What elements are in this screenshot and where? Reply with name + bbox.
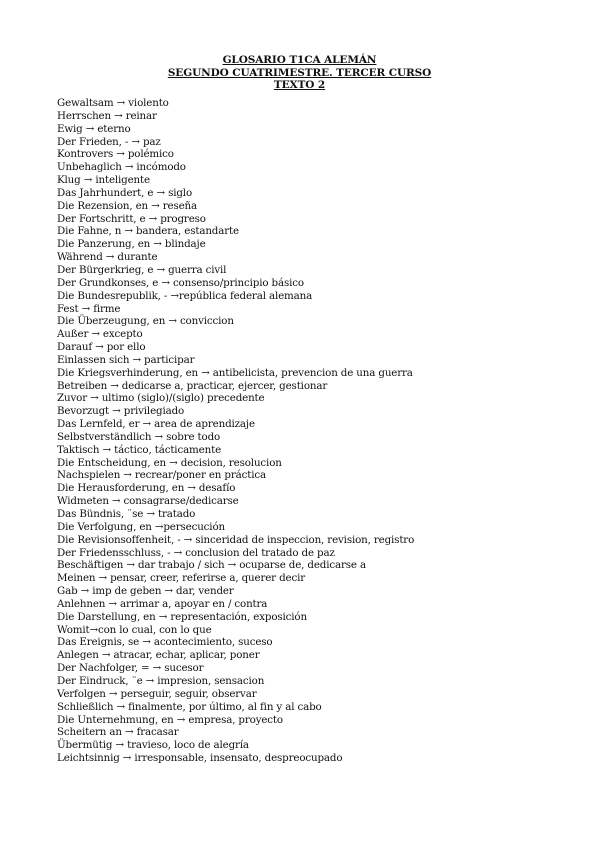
glossary-entry: Die Verfolgung, en →persecución bbox=[57, 520, 225, 533]
glossary-entry: Ewig → eterno bbox=[57, 122, 131, 135]
glossary-entry: Scheitern an → fracasar bbox=[57, 726, 179, 739]
document-header bbox=[0, 54, 599, 92]
glossary-entry: Gab → imp de geben → dar, vender bbox=[57, 585, 234, 598]
glossary-entry: Unbehaglich → incómodo bbox=[57, 161, 186, 174]
glossary-entry: Taktisch → táctico, tácticamente bbox=[57, 443, 222, 456]
glossary-entry: Gewaltsam → violento bbox=[57, 97, 169, 109]
glossary-list bbox=[57, 97, 414, 765]
glossary-entry: Die Entscheidung, en → decision, resolucion bbox=[57, 456, 282, 469]
glossary-entry: Während → durante bbox=[57, 251, 158, 264]
glossary-entry: Die Unternehmung, en → empresa, proyecto bbox=[57, 713, 283, 726]
glossary-entry: Womit→con lo cual, con lo que bbox=[57, 623, 212, 636]
glossary-entry: Der Eindruck, ¨e → impresion, sensacion bbox=[57, 674, 265, 687]
glossary-entry: Übermütig → travieso, loco de alegría bbox=[57, 739, 249, 752]
glossary-entry: Die Herausforderung, en → desafío bbox=[57, 482, 236, 495]
glossary-entry: Der Nachfolger, = → sucesor bbox=[57, 662, 204, 675]
glossary-entry: Bevorzugt → privilegiado bbox=[57, 405, 185, 418]
text-label: TEXTO 2 bbox=[273, 79, 326, 91]
glossary-entry: Betreiben → dedicarse a, practicar, ejercer, gestionar bbox=[57, 379, 328, 392]
glossary-entry: Nachspielen → recrear/poner en práctica bbox=[57, 469, 266, 482]
glossary-entry: Die Rezension, en → reseña bbox=[57, 199, 198, 212]
glossary-entry: Einlassen sich → participar bbox=[57, 353, 195, 366]
glossary-entry: Die Bundesrepublik, - →república federal alemana bbox=[57, 289, 313, 302]
document-subtitle: SEGUNDO CUATRIMESTRE. TERCER CURSO bbox=[167, 66, 432, 79]
glossary-entry: Darauf → por ello bbox=[57, 341, 146, 354]
glossary-entry: Anlegen → atracar, echar, aplicar, poner bbox=[57, 649, 260, 662]
glossary-entry: Das Ereignis, se → acontecimiento, suceso bbox=[57, 636, 273, 649]
glossary-entry: Die Revisionsoffenheit, - → sinceridad de inspeccion, revision, registro bbox=[57, 533, 415, 546]
glossary-entry: Der Friedensschluss, - → conclusion del tratado de paz bbox=[57, 546, 335, 559]
glossary-entry: Zuvor → ultimo (siglo)/(siglo) precedente bbox=[57, 392, 265, 405]
glossary-entry: Der Fortschritt, e → progreso bbox=[57, 212, 206, 225]
glossary-entry: Kontrovers → polémico bbox=[57, 148, 174, 161]
glossary-entry: Herrschen → reinar bbox=[57, 109, 157, 122]
glossary-entry: Fest → firme bbox=[57, 302, 121, 315]
glossary-entry: Die Überzeugung, en → conviccion bbox=[57, 315, 234, 328]
glossary-entry: Verfolgen → perseguir, seguir, observar bbox=[57, 687, 257, 700]
glossary-entry: Schließlich → finalmente, por último, al fin y al cabo bbox=[57, 700, 322, 713]
glossary-entry: Anlehnen → arrimar a, apoyar en / contra bbox=[57, 597, 268, 610]
glossary-entry: Die Darstellung, en → representación, exposición bbox=[57, 610, 307, 623]
document-title: GLOSARIO T1CA ALEMÁN bbox=[222, 54, 377, 66]
glossary-entry: Die Fahne, n → bandera, estandarte bbox=[57, 225, 239, 238]
glossary-entry: Der Frieden, - → paz bbox=[57, 135, 161, 148]
glossary-entry: Die Panzerung, en → blindaje bbox=[57, 238, 206, 251]
glossary-entry: Widmeten → consagrarse/dedicarse bbox=[57, 495, 239, 508]
glossary-entry: Klug → inteligente bbox=[57, 174, 150, 187]
glossary-entry: Das Lernfeld, er → area de aprendizaje bbox=[57, 418, 255, 431]
glossary-entry: Der Bürgerkrieg, e → guerra civil bbox=[57, 263, 227, 276]
glossary-entry: Das Jahrhundert, e → siglo bbox=[57, 186, 192, 199]
glossary-entry: Der Grundkonses, e → consenso/principio básico bbox=[57, 276, 304, 289]
glossary-entry: Außer → excepto bbox=[57, 328, 143, 341]
glossary-entry: Das Bündnis, ¨se → tratado bbox=[57, 508, 196, 520]
glossary-entry: Leichtsinnig → irresponsable, insensato, despreocupado bbox=[57, 752, 343, 765]
glossary-entry: Selbstverständlich → sobre todo bbox=[57, 430, 221, 443]
glossary-entry: Die Kriegsverhinderung, en → antibelicista, prevencion de una guerra bbox=[57, 366, 413, 379]
glossary-entry: Meinen → pensar, creer, referirse a, querer decir bbox=[57, 572, 305, 585]
glossary-entry: Beschäftigen → dar trabajo / sich → ocuparse de, dedicarse a bbox=[57, 559, 366, 572]
